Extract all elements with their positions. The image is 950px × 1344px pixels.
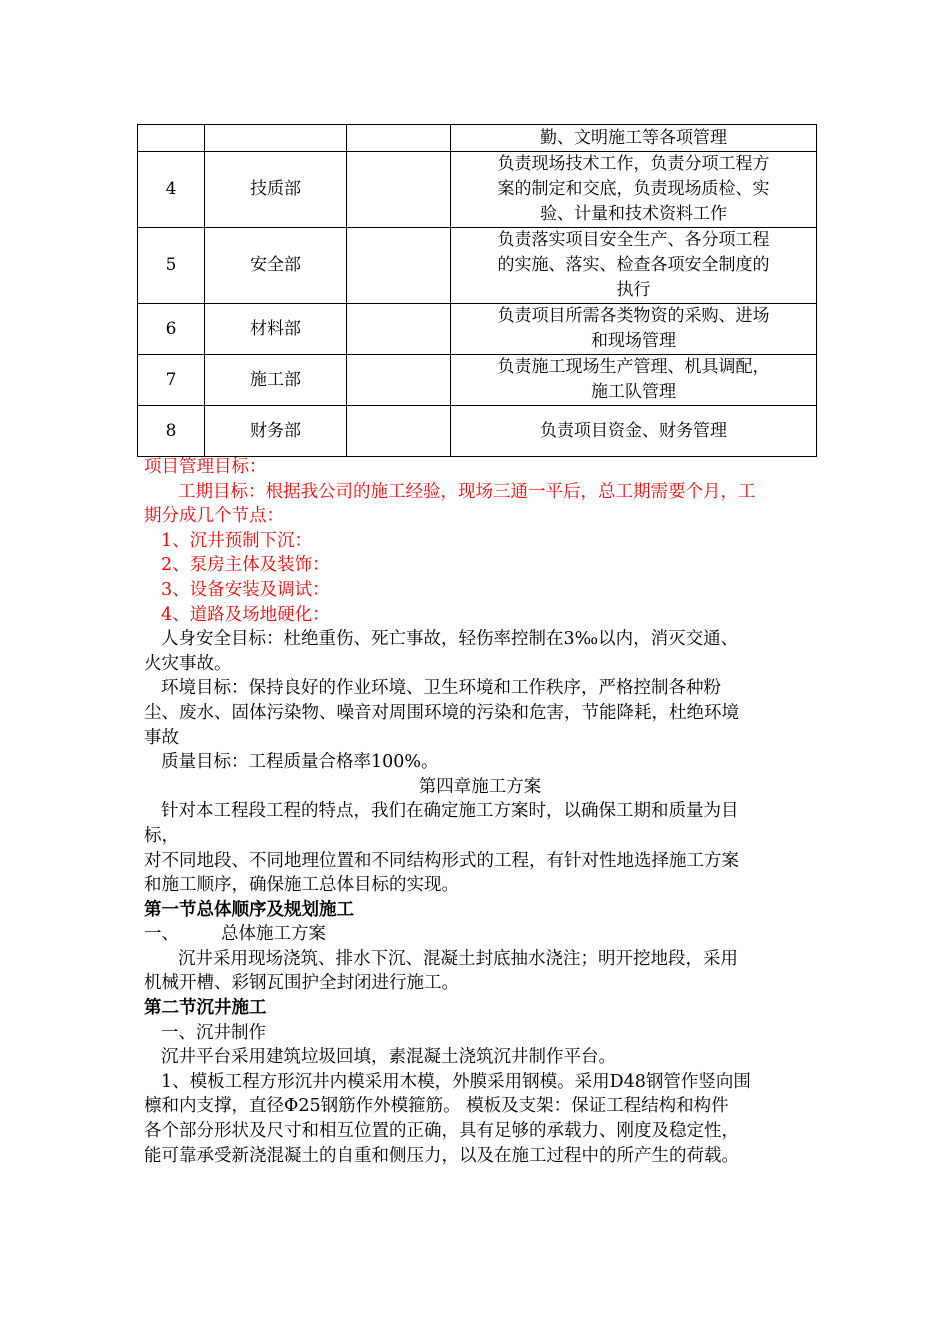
duty-line: 负责项目所需各类物资的采购、进场: [497, 306, 770, 326]
duty-line: 案的制定和交底，负责现场质检、实: [497, 179, 770, 199]
table-row: [138, 304, 817, 355]
section-title: 第二节沉井施工: [144, 998, 267, 1019]
safety-goal-line: 人身安全目标：杜绝重伤、死亡事故，轻伤率控制在3‰以内，消灭交通、: [161, 629, 739, 650]
chapter-intro-line: 对不同地段、不同地理位置和不同结构形式的工程，有针对性地选择施工方案: [144, 850, 739, 871]
row-number: 7: [138, 355, 205, 406]
table-row: [138, 152, 817, 228]
chapter-title: 第四章施工方案: [418, 776, 542, 797]
environment-goal-line: 尘、废水、固体污染物、噪音对周围环境的污染和危害，节能降耗，杜绝环境: [144, 702, 739, 723]
person-cell: [347, 152, 451, 228]
person-cell: [347, 355, 451, 406]
row-number: 8: [138, 406, 205, 457]
duty-cell: [451, 228, 817, 304]
goals-heading: 项目管理目标：: [144, 457, 267, 477]
subsection-heading: [144, 922, 816, 947]
row-number: 6: [138, 304, 205, 355]
department-name: 技质部: [205, 152, 347, 228]
duty-cell: [451, 304, 817, 355]
section-text-line: 1、模板工程方形沉井内模采用木模，外膜采用钢模。采用D48钢管作竖向围: [161, 1071, 751, 1092]
table-row: [138, 406, 817, 457]
quality-goal: 质量目标：工程质量合格率100%。: [161, 752, 439, 773]
department-duty-table: [137, 124, 817, 457]
subsection-number: 一、: [144, 924, 179, 945]
department-name: 安全部: [205, 228, 347, 304]
table-row: [138, 228, 817, 304]
table-row: [138, 355, 817, 406]
department-name: 财务部: [205, 406, 347, 457]
schedule-node: 4、道路及场地硬化：: [161, 604, 330, 625]
department-name: 施工部: [205, 355, 347, 406]
duty-line: 负责落实项目安全生产、各分项工程: [497, 230, 770, 250]
table-row: [138, 125, 817, 152]
section-text-line: 沉井平台采用建筑垃圾回填，素混凝土浇筑沉井制作平台。: [161, 1047, 616, 1068]
duty-line: 负责施工现场生产管理、机具调配，: [497, 357, 770, 377]
duty-cell: [451, 406, 817, 457]
row-number: 4: [138, 152, 205, 228]
person-cell: [347, 304, 451, 355]
duty-line: 的实施、落实、检查各项安全制度的: [497, 255, 770, 275]
schedule-node: 2、泵房主体及装饰：: [161, 555, 330, 576]
subsection-heading: 一、沉井制作: [161, 1022, 266, 1043]
section-text-line: 沉井采用现场浇筑、排水下沉、混凝土封底抽水浇注；明开挖地段，采用: [178, 948, 738, 969]
duty-line: 勤、文明施工等各项管理: [540, 127, 727, 148]
schedule-node: 3、设备安装及调试：: [161, 579, 330, 600]
schedule-goal-line: 工期目标：根据我公司的施工经验，现场三通一平后，总工期需要个月，工: [178, 481, 756, 502]
duty-line: 负责项目资金、财务管理: [540, 420, 727, 441]
document-body: [144, 455, 816, 1168]
row-number: 5: [138, 228, 205, 304]
duty-line: 验、计量和技术资料工作: [540, 204, 727, 224]
person-cell: [347, 406, 451, 457]
person-cell: [347, 228, 451, 304]
duty-cell: [451, 125, 817, 152]
duty-line: 执行: [616, 280, 651, 300]
duty-line: 和现场管理: [591, 331, 676, 351]
schedule-node: 1、沉井预制下沉：: [161, 530, 313, 551]
subsection-title: 总体施工方案: [221, 924, 326, 945]
safety-goal-line: 火灾事故。: [144, 653, 232, 674]
duty-cell: [451, 152, 817, 228]
duty-line: 施工队管理: [591, 382, 676, 402]
schedule-goal-line: 期分成几个节点：: [144, 506, 284, 527]
row-number: [138, 125, 205, 152]
section-text-line: 各个部分形状及尺寸和相互位置的正确，具有足够的承载力、刚度及稳定性，: [144, 1121, 739, 1142]
department-name: 材料部: [205, 304, 347, 355]
person-cell: [347, 125, 451, 152]
department-name: [205, 125, 347, 152]
section-text-line: 能可靠承受新浇混凝土的自重和侧压力，以及在施工过程中的所产生的荷载。: [144, 1145, 739, 1166]
environment-goal-line: 环境目标：保持良好的作业环境、卫生环境和工作秩序，严格控制各种粉: [161, 678, 721, 699]
duty-cell: [451, 355, 817, 406]
environment-goal-line: 事故: [144, 727, 179, 748]
section-text-line: 机械开槽、彩钢瓦围护全封闭进行施工。: [144, 973, 459, 994]
chapter-intro-line: 针对本工程段工程的特点，我们在确定施工方案时，以确保工期和质量为目: [161, 801, 739, 822]
chapter-intro-line: 标，: [144, 825, 179, 846]
chapter-intro-line: 和施工顺序，确保施工总体目标的实现。: [144, 875, 459, 896]
duty-line: 负责现场技术工作，负责分项工程方: [497, 154, 770, 174]
section-title: 第一节总体顺序及规划施工: [144, 899, 354, 920]
section-text-line: 檩和内支撑，直径Φ25钢筋作外模箍筋。 模板及支架：保证工程结构和构件: [144, 1096, 729, 1117]
